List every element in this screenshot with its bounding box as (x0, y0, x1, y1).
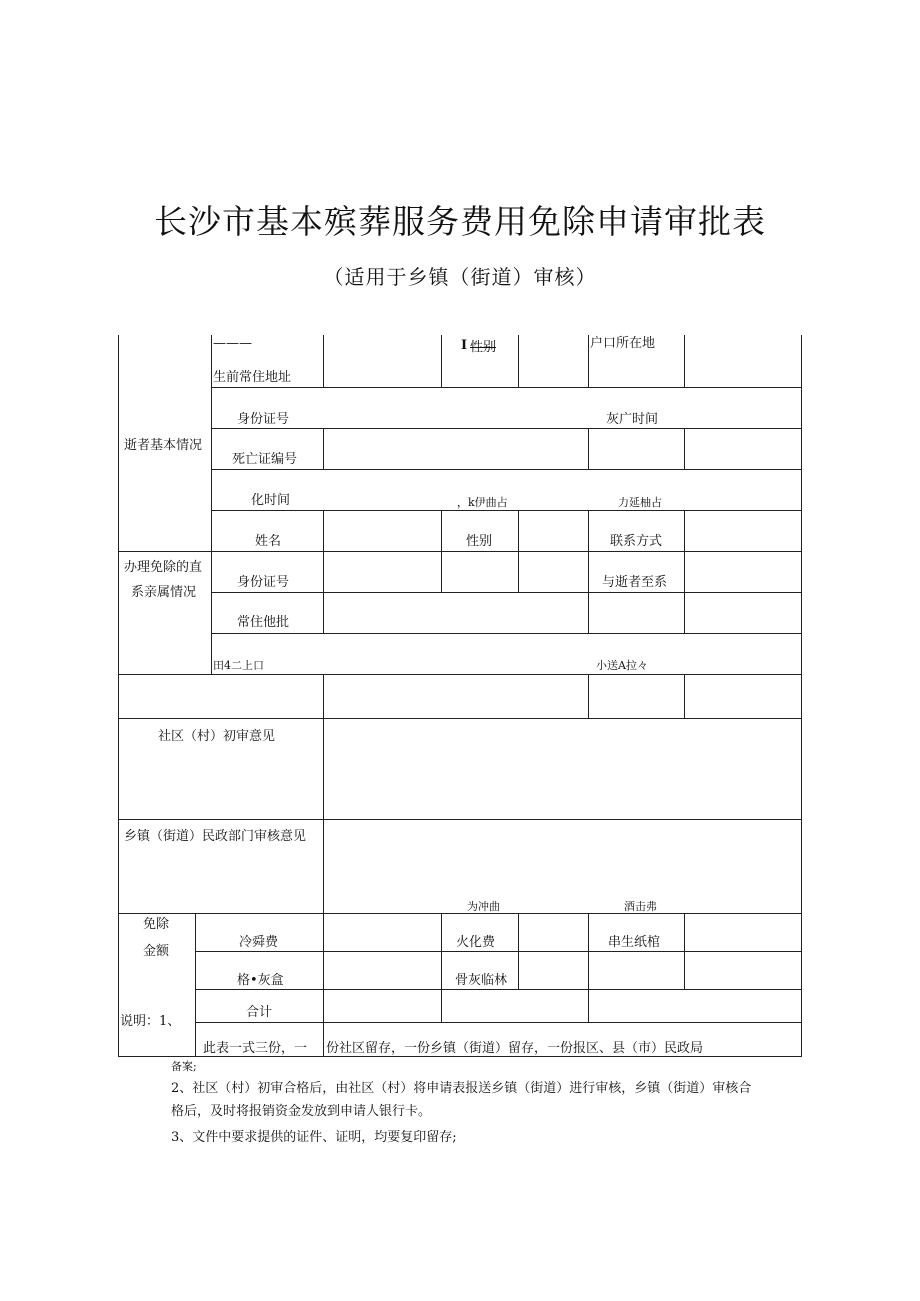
relative-section-label-1: 办理免除的直 (124, 560, 203, 575)
relative-id-label: 身份证号 (237, 575, 290, 590)
fee-item-cold-storage: 冷舜费 (239, 935, 279, 950)
note-1-part-a: 此表一式三份，一 (203, 1041, 308, 1056)
relative-gender-label: 性别 (466, 534, 493, 549)
row-line (211, 387, 801, 388)
fee-item-ash-storage: 骨灰临林 (455, 973, 508, 988)
residence-label: 生前常住地址 (213, 370, 292, 385)
row-line (195, 951, 801, 952)
col-line (518, 913, 519, 989)
garbled-text: 力延柚占 (618, 496, 662, 509)
row-line (118, 674, 801, 675)
row-line (118, 819, 801, 820)
row-line (211, 592, 801, 593)
row-line (211, 633, 801, 634)
deceased-id-label: 身份证号 (237, 412, 290, 427)
notes-label: 说明：1、 (120, 1014, 181, 1029)
fee-item-coffin: 串生纸棺 (608, 935, 661, 950)
gender-bar-mark: I (461, 338, 468, 353)
table-border-right (801, 335, 802, 1057)
col-line (684, 335, 685, 387)
row-line (211, 428, 801, 429)
contact-label: 联系方式 (610, 534, 663, 549)
note-2-line-a: 2、社区（村）初审合格后，由社区（村）将申请表报送乡镇（街道）进行审核，乡镇（街道）审核合 (171, 1081, 752, 1096)
note-2-line-b: 格后，及时将报销资金发放到申请人银行卡。 (171, 1104, 432, 1119)
col-line (323, 510, 324, 633)
relative-address-label: 常住他批 (237, 615, 290, 630)
time-label: 灰广时间 (606, 412, 659, 427)
col-line (323, 674, 324, 913)
fee-item-urn: 格•灰盒 (237, 973, 284, 988)
col-line (323, 335, 324, 387)
col-line (684, 510, 685, 633)
col-line (588, 913, 589, 1022)
col-line (588, 428, 589, 469)
deceased-gender-label: 性别 (470, 340, 497, 355)
col-line (441, 335, 442, 387)
row-line (211, 469, 801, 470)
table-border-left (118, 335, 119, 1057)
township-review-label: 乡镇（街道）民政部门审核意见 (124, 829, 307, 844)
col-line (211, 335, 212, 674)
fee-label-1: 免除 (143, 917, 170, 932)
row-line (118, 551, 801, 552)
death-cert-label: 死亡证编号 (232, 452, 298, 467)
note-1-part-b: 份社区留存，一份乡镇（街道）留存，一份报区、县（市）民政局 (326, 1041, 704, 1056)
dash-mark: ——— (213, 336, 252, 351)
col-line (684, 913, 685, 989)
garbled-text: ，k伊曲占 (457, 496, 508, 509)
col-line (323, 913, 324, 1056)
relation-label: 与逝者至系 (602, 575, 668, 590)
relative-section-label-2: 系亲属情况 (131, 585, 197, 600)
garbled-text: 田4二上口 (213, 659, 264, 672)
cremation-time-label: 化时间 (251, 493, 291, 508)
col-line (441, 913, 442, 1022)
fee-item-cremation: 火化费 (456, 935, 496, 950)
garbled-text: 为冲曲 (467, 900, 500, 913)
row-line (195, 989, 801, 990)
deceased-section-label: 逝者基本情况 (124, 438, 203, 453)
row-line (118, 913, 801, 914)
row-line (118, 718, 801, 719)
col-line (518, 510, 519, 592)
col-line (441, 510, 442, 592)
page-title: 长沙市基本殡葬服务费用免除申请审批表 (154, 202, 766, 241)
fee-total-label: 合计 (246, 1005, 273, 1020)
col-line (588, 510, 589, 633)
community-review-label: 社区（村）初审意见 (158, 729, 276, 744)
garbled-text: 酒击弗 (624, 900, 657, 913)
relative-name-label: 姓名 (255, 534, 282, 549)
col-line (684, 674, 685, 718)
note-3: 3、文件中要求提供的证件、证明，均要复印留存; (171, 1130, 457, 1145)
col-line (588, 335, 589, 387)
page-subtitle: （适用于乡镇（街道）审核） (323, 265, 597, 289)
col-line (195, 913, 196, 1056)
garbled-text: 小送A拉々 (596, 659, 648, 672)
col-line (684, 428, 685, 469)
col-line (323, 428, 324, 469)
row-line (195, 1022, 801, 1023)
col-line (588, 674, 589, 718)
note-filing: 备案; (171, 1060, 197, 1073)
hukou-label: 户口所在地 (590, 336, 656, 351)
fee-label-2: 金额 (143, 944, 170, 959)
col-line (518, 335, 519, 387)
